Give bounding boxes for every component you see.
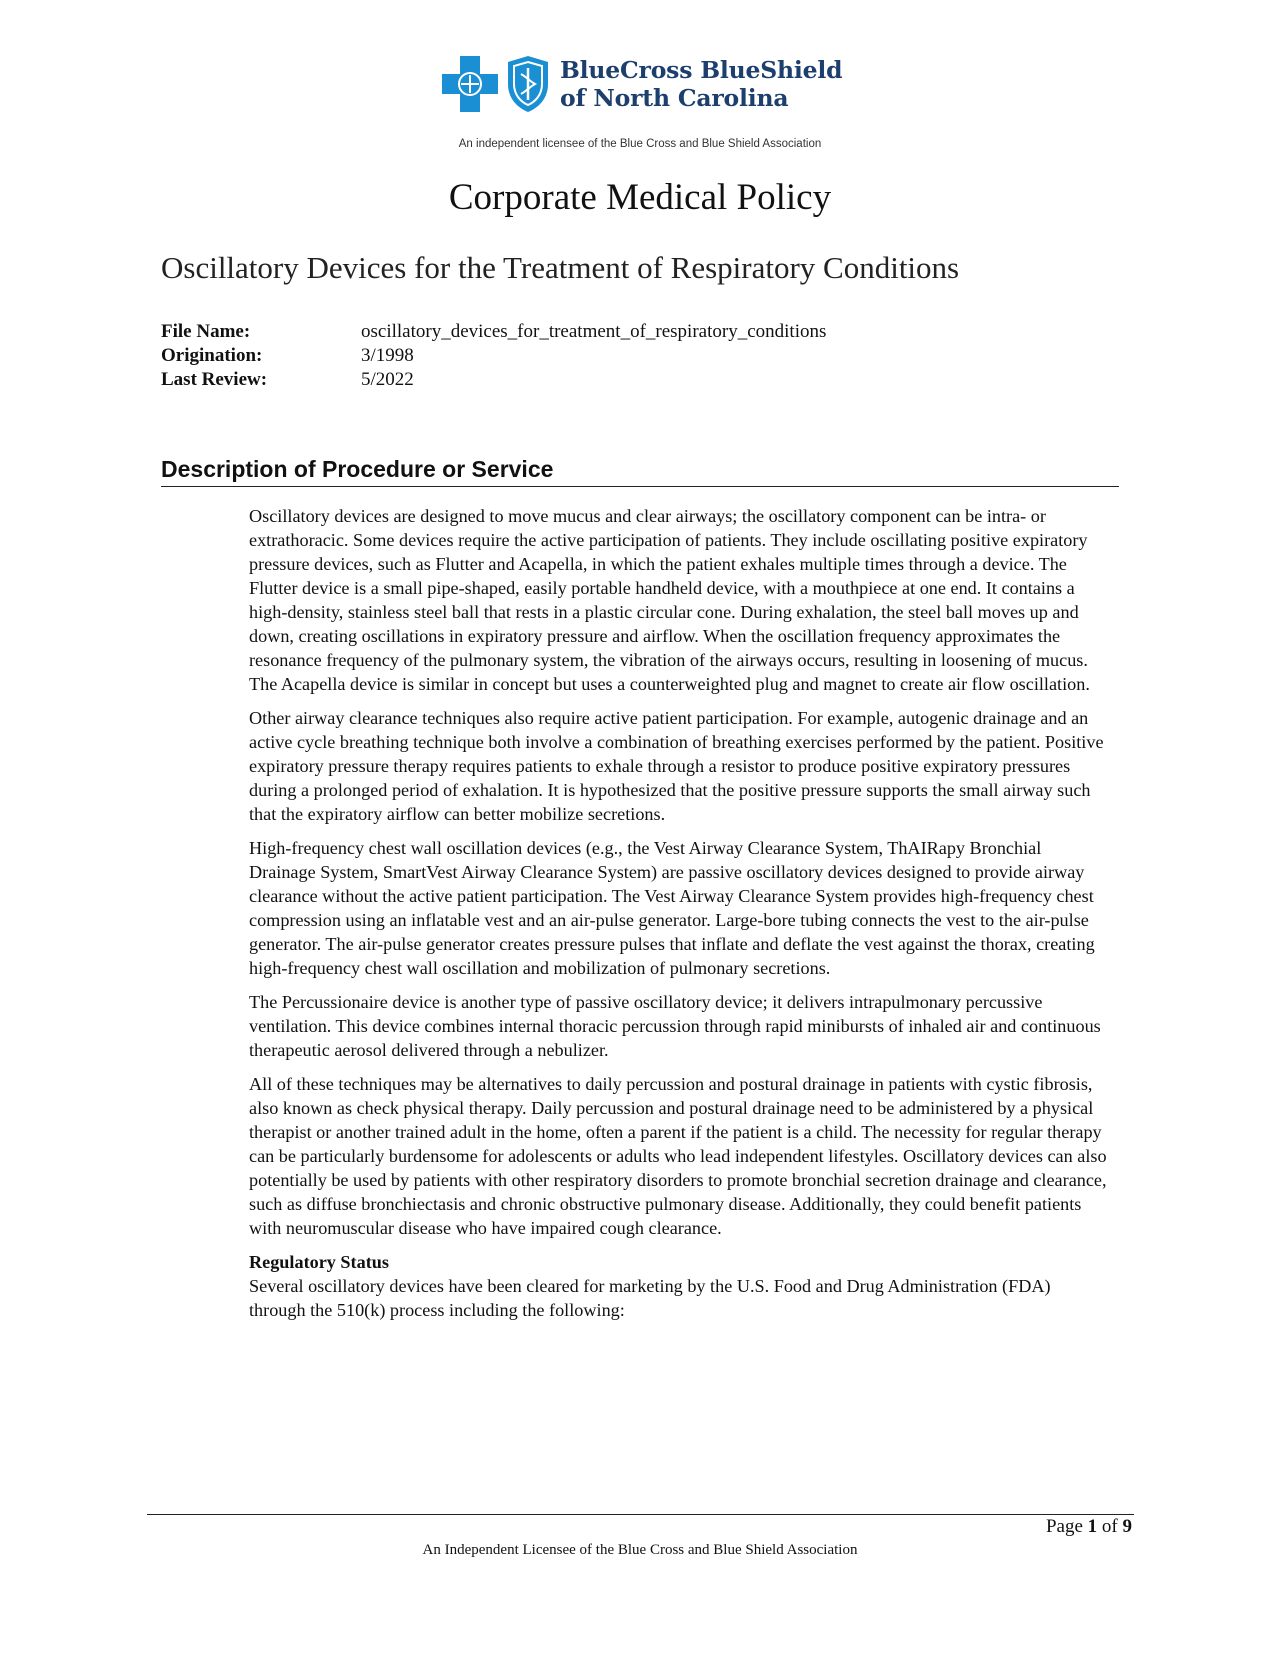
- paragraph: High-frequency chest wall oscillation devices (e.g., the Vest Airway Clearance System, ThAIRapy Bronchial Drainage System, SmartVest Airway Clearance System) are passive oscillatory devices designed to provide airway clearance without the active patient participation. The Vest Airway Clearance System provides high-frequency chest compression using an inflatable vest and an air-pulse generator. Large-bore tubing connects the vest to the air-pulse generator. The air-pulse generator creates pressure pulses that inflate and deflate the vest against the thorax, creating high-frequency chest wall oscillation and mobilization of pulmonary secretions.: [249, 838, 1095, 978]
- blue-cross-icon: [440, 54, 500, 114]
- org-name-line2: of North Carolina: [560, 84, 789, 112]
- blue-shield-icon: [506, 54, 550, 114]
- document-body: [249, 504, 1109, 1322]
- file-name-label: File Name:: [161, 321, 251, 342]
- policy-meta: [161, 321, 826, 393]
- org-name-line1: BlueCross BlueShield: [560, 56, 843, 84]
- footer-divider: [147, 1514, 1134, 1515]
- page-number: [1046, 1516, 1132, 1538]
- bcbs-logo: [440, 54, 842, 114]
- org-name: [560, 56, 842, 112]
- regulatory-heading: Regulatory Status: [249, 1252, 389, 1272]
- header-tagline: An independent licensee of the Blue Cross and Blue Shield Association: [458, 138, 822, 150]
- last-review-label: Last Review:: [161, 369, 268, 390]
- page-prefix: Page: [1045, 1516, 1083, 1537]
- last-review-row: [161, 369, 826, 393]
- origination-row: [161, 345, 826, 369]
- last-review-value: 5/2022: [361, 369, 414, 390]
- paragraph: Other airway clearance techniques also require active patient participation. For example, autogenic drainage and an active cycle breathing technique both involve a combination of breathing exercises performed by the patient. Positive expiratory pressure therapy requires patients to exhale through a resistor to produce positive expiratory pressures during a prolonged period of exhalation. It is hypothesized that the positive pressure supports the small airway such that the expiratory airflow can better mobilize secretions.: [249, 708, 1104, 824]
- page-current: 1: [1087, 1516, 1098, 1537]
- page-of: of: [1101, 1516, 1118, 1537]
- regulatory-text: Several oscillatory devices have been cleared for marketing by the U.S. Food and Drug Administration (FDA) through the 510(k) process including the following:: [249, 1276, 1051, 1320]
- file-name-row: [161, 321, 826, 345]
- section-heading: Description of Procedure or Service: [161, 456, 1119, 487]
- paragraph: Oscillatory devices are designed to move mucus and clear airways; the oscillatory component can be intra- or extrathoracic. Some devices require the active participation of patients. They include oscillating positive expiratory pressure devices, such as Flutter and Acapella, in which the patient exhales multiple times through a device. The Flutter device is a small pipe-shaped, easily portable handheld device, with a mouthpiece at one end. It contains a high-density, stainless steel ball that rests in a plastic circular cone. During exhalation, the steel ball moves up and down, creating oscillations in expiratory pressure and airflow. When the oscillation frequency approximates the resonance frequency of the pulmonary system, the vibration of the airways occurs, resulting in loosening of mucus. The Acapella device is similar in concept but uses a counterweighted plug and magnet to create air flow oscillation.: [249, 506, 1090, 694]
- paragraph: All of these techniques may be alternatives to daily percussion and postural drainage in patients with cystic fibrosis, also known as check physical therapy. Daily percussion and postural drainage need to be administered by a physical therapist or another trained adult in the home, often a parent if the patient is a child. The necessity for regular therapy can be particularly burdensome for adolescents or adults who lead independent lifestyles. Oscillatory devices can also potentially be used by patients with other respiratory disorders to promote bronchial secretion drainage and clearance, such as diffuse bronchiectasis and chronic obstructive pulmonary disease. Additionally, they could benefit patients with neuromuscular disease who have impaired cough clearance.: [249, 1074, 1107, 1238]
- page-total: 9: [1122, 1516, 1132, 1537]
- page-title: Corporate Medical Policy: [448, 177, 832, 218]
- origination-label: Origination:: [161, 345, 263, 366]
- paragraph: The Percussionaire device is another type of passive oscillatory device; it delivers intrapulmonary percussive ventilation. This device combines internal thoracic percussion through rapid minibursts of inhaled air and continuous therapeutic aerosol delivered through a nebulizer.: [249, 992, 1101, 1060]
- policy-title: Oscillatory Devices for the Treatment of Respiratory Conditions: [161, 250, 960, 285]
- file-name-value: oscillatory_devices_for_treatment_of_respiratory_conditions: [361, 321, 827, 342]
- footer-text: An Independent Licensee of the Blue Cross and Blue Shield Association: [422, 1542, 858, 1558]
- origination-value: 3/1998: [361, 345, 414, 366]
